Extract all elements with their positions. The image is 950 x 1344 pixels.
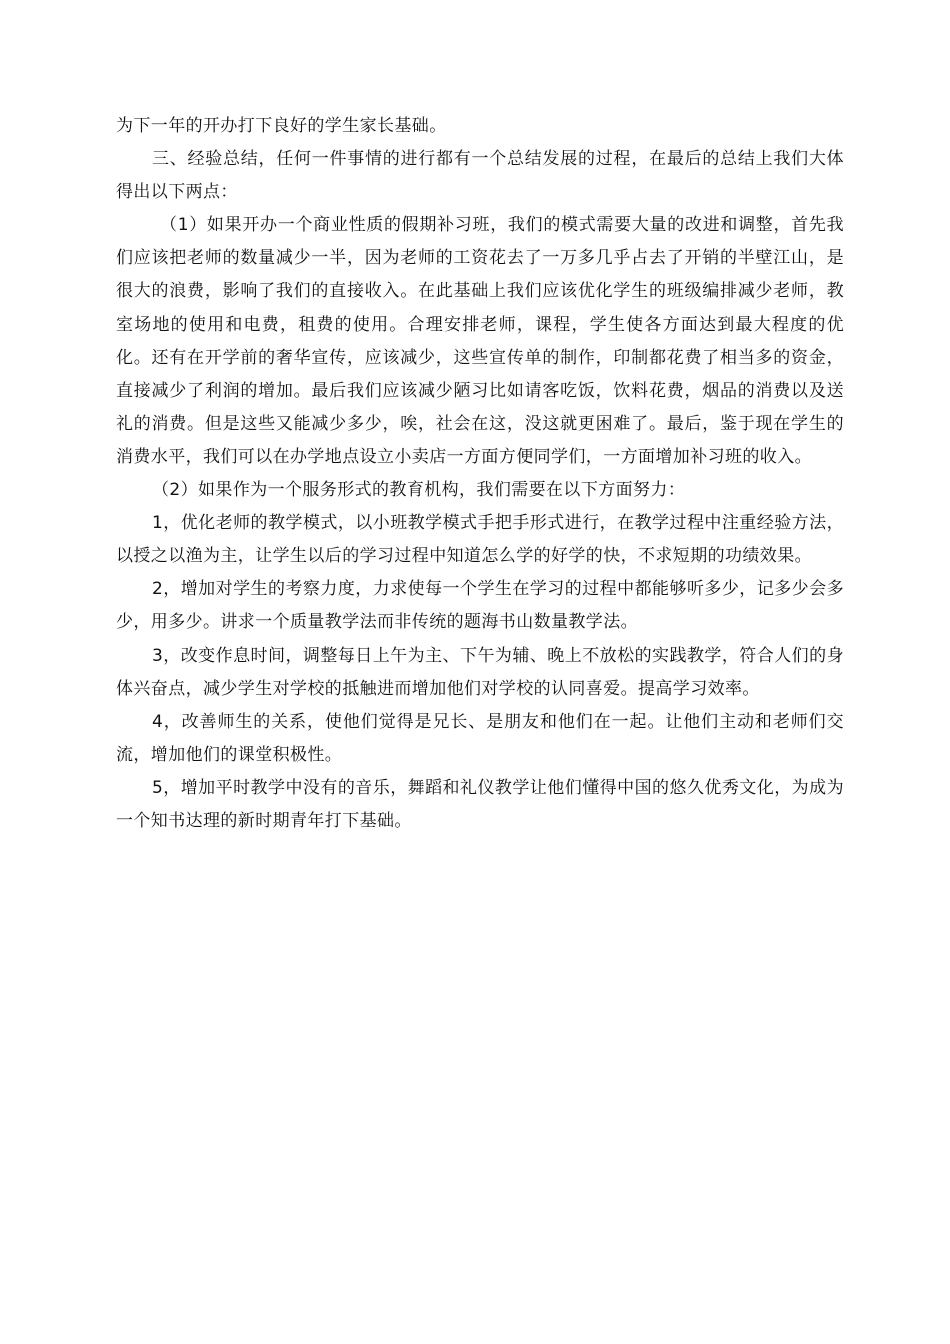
paragraph-point-two: （2）如果作为一个服务形式的教育机构，我们需要在以下方面努力：: [152, 480, 686, 501]
paragraph-section-three: 三、经验总结，任何一件事情的进行都有一个总结发展的过程，在最后的总结上我们大体得出以下两点：: [116, 149, 844, 203]
paragraph-item-5: 5，增加平时教学中没有的音乐，舞蹈和礼仪教学让他们懂得中国的悠久优秀文化，为成为一个知书达理的新时期青年打下基础。: [116, 777, 844, 831]
paragraph-item-3: 3，改变作息时间，调整每日上午为主、下午为辅、晚上不放松的实践教学，符合人们的身体兴奋点，减少学生对学校的抵触进而增加他们对学校的认同喜爱。提高学习效率。: [116, 645, 844, 699]
paragraph-item-4: 4，改善师生的关系，使他们觉得是兄长、是朋友和他们在一起。让他们主动和老师们交流，增加他们的课堂积极性。: [116, 711, 844, 765]
paragraph-item-1: 1，优化老师的教学模式，以小班教学模式手把手形式进行，在教学过程中注重经验方法，以授之以渔为主，让学生以后的学习过程中知道怎么学的好学的快，不求短期的功绩效果。: [116, 513, 844, 567]
document-body: [116, 110, 844, 838]
paragraph-item-2: 2，增加对学生的考察力度，力求使每一个学生在学习的过程中都能够听多少，记多少会多少，用多少。讲求一个质量教学法而非传统的题海书山数量教学法。: [116, 579, 844, 633]
paragraph-continuation: 为下一年的开办打下良好的学生家长基础。: [116, 116, 447, 136]
paragraph-point-one: （1）如果开办一个商业性质的假期补习班，我们的模式需要大量的改进和调整，首先我们应该把老师的数量减少一半，因为老师的工资花去了一万多几乎占去了开销的半壁江山，是很大的浪费，影响了我们的直接收入。在此基础上我们应该优化学生的班级编排减少老师，教室场地的使用和电费，租费的使用。合理安排老师，课程，学生使各方面达到最大程度的优化。还有在开学前的奢华宣传，应该减少，这些宣传单的制作，印制都花费了相当多的资金，直接减少了利润的增加。最后我们应该减少陋习比如请客吃饭，饮料花费，烟品的消费以及送礼的消费。但是这些又能减少多少，唉，社会在这，没这就更困难了。最后，鉴于现在学生的消费水平，我们可以在办学地点设立小卖店一方面方便同学们，一方面增加补习班的收入。: [116, 215, 844, 467]
